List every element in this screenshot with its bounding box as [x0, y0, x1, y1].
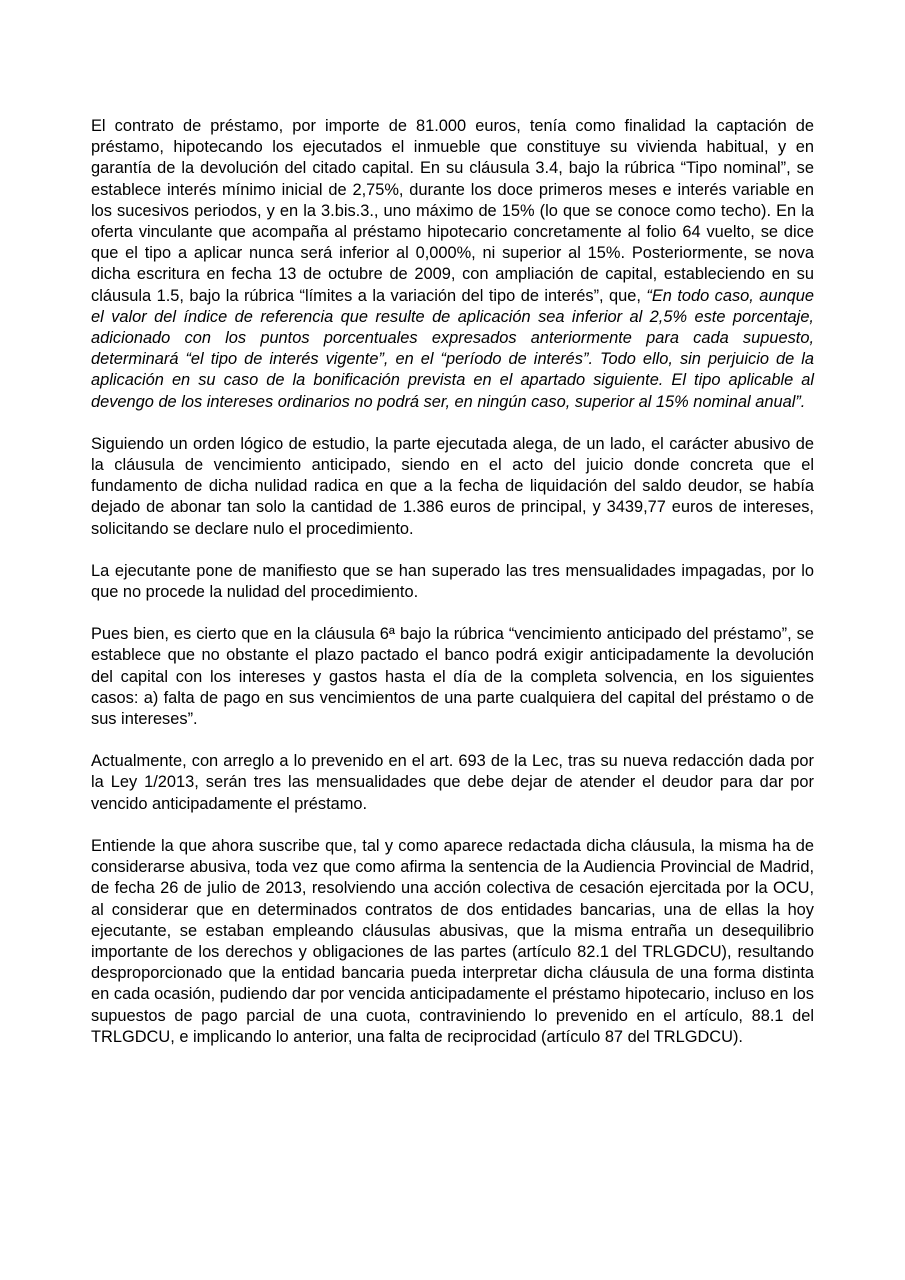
document-body: [91, 116, 814, 1048]
paragraph-clause-six: Pues bien, es cierto que en la cláusula 6ª bajo la rúbrica “vencimiento anticipado del préstamo”, se establece que no obstante el plazo pactado el banco podrá exigir anticipadamente la devolución del capital con los intereses y gastos hasta el día de la completa solvencia, en los siguientes casos: a) falta de pago en sus vencimientos de una parte cualquiera del capital del préstamo o de sus intereses”.: [91, 625, 814, 729]
paragraph-text: El contrato de préstamo, por importe de 81.000 euros, tenía como finalidad la captación de préstamo, hipotecando los ejecutados el inmueble que constituye su vivienda habitual, y en garantía de la devolución del citado capital. En su cláusula 3.4, bajo la rúbrica “Tipo nominal”, se establece interés mínimo inicial de 2,75%, durante los doce primeros meses e interés variable en los sucesivos periodos, y en la 3.bis.3., uno máximo de 15% (lo que se conoce como techo). En la oferta vinculante que acompaña al préstamo hipotecario concretamente al folio 64 vuelto, se dice que el tipo a aplicar nunca será inferior al 0,000%, ni superior al 15%. Posteriormente, se nova dicha escritura en fecha 13 de octubre de 2009, con ampliación de capital, estableciendo en su cláusula 1.5, bajo la rúbrica “límites a la variación del tipo de interés”, que,: [91, 117, 814, 305]
paragraph-contract-terms: [91, 116, 814, 413]
paragraph-abusive-clause: Entiende la que ahora suscribe que, tal y como aparece redactada dicha cláusula, la misma ha de considerarse abusiva, toda vez que como afirma la sentencia de la Audiencia Provincial de Madrid, de fecha 26 de julio de 2013, resolviendo una acción colectiva de cesación ejercitada por la OCU, al considerar que en determinados contratos de dos entidades bancarias, una de ellas la hoy ejecutante, se estaban empleando cláusulas abusivas, que la misma entraña un desequilibrio importante de los derechos y obligaciones de las partes (artículo 82.1 del TRLGDCU), resultando desproporcionado que la entidad bancaria pueda interpretar dicha cláusula de una forma distinta en cada ocasión, pudiendo dar por vencida anticipadamente el préstamo hipotecario, incluso en los supuestos de pago parcial de una cuota, contraviniendo lo prevenido en el artículo, 88.1 del TRLGDCU, e implicando lo anterior, una falta de reciprocidad (artículo 87 del TRLGDCU).: [91, 836, 814, 1046]
quoted-clause: “En todo caso, aunque el valor del índice de referencia que resulte de aplicación sea inferior al 2,5% este porcentaje, adicionado con los puntos porcentuales expresados anteriormente para cada supuesto, determinará “el tipo de interés vigente”, en el “período de interés”. Todo ello, sin perjuicio de la aplicación en su caso de la bonificación prevista en el apartado siguiente. El tipo aplicable al devengo de los intereses ordinarios no podrá ser, en ningún caso, superior al 15% nominal anual”.: [91, 286, 814, 411]
paragraph-defendant-argument: Siguiendo un orden lógico de estudio, la parte ejecutada alega, de un lado, el carácter abusivo de la cláusula de vencimiento anticipado, siendo en el acto del juicio donde concreta que el fundamento de dicha nulidad radica en que a la fecha de liquidación del saldo deudor, se había dejado de abonar tan solo la cantidad de 1.386 euros de principal, y 3439,77 euros de intereses, solicitando se declare nulo el procedimiento.: [91, 434, 814, 538]
paragraph-art-693: Actualmente, con arreglo a lo prevenido en el art. 693 de la Lec, tras su nueva redacción dada por la Ley 1/2013, serán tres las mensualidades que debe dejar de atender el deudor para dar por vencido anticipadamente el préstamo.: [91, 752, 814, 813]
paragraph-plaintiff-argument: La ejecutante pone de manifiesto que se han superado las tres mensualidades impagadas, por lo que no procede la nulidad del procedimiento.: [91, 561, 814, 602]
